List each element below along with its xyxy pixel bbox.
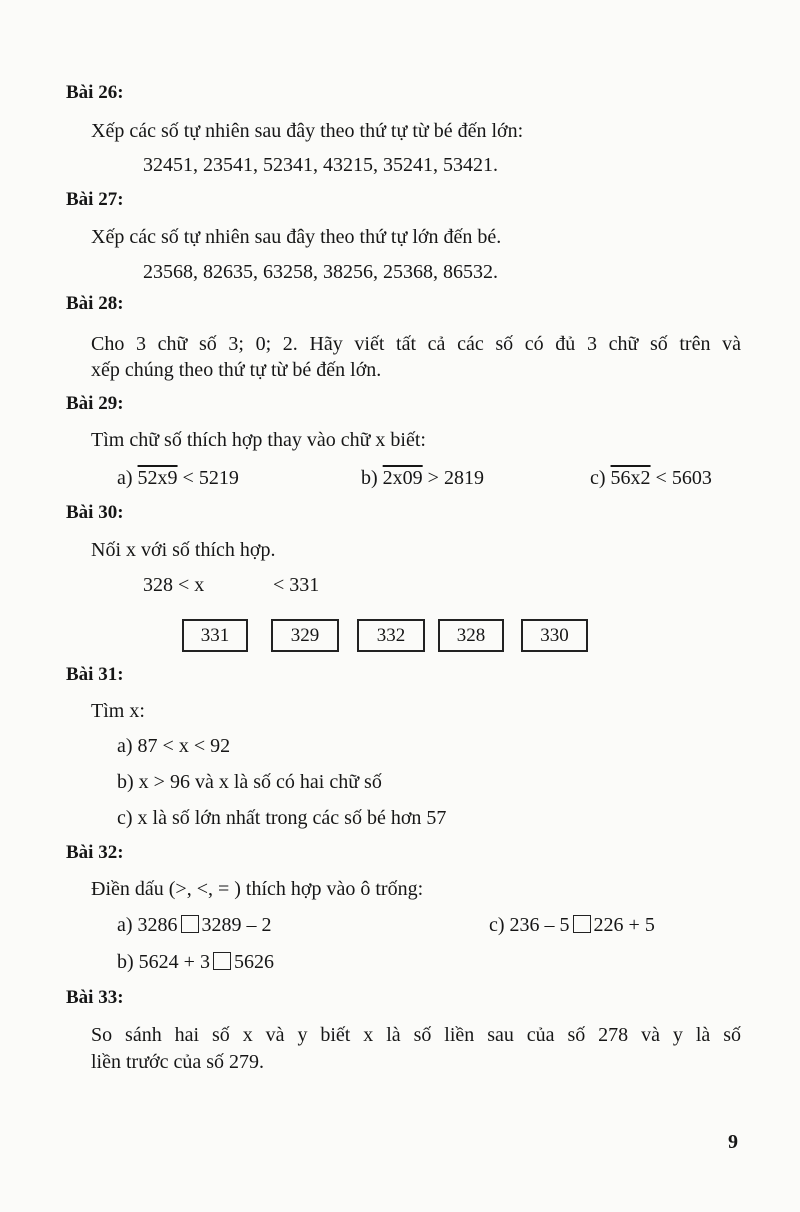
exercise-29-item-c — [590, 466, 712, 490]
exercise-28-title: Bài 28: — [66, 293, 124, 314]
expr-left: c) 236 – 5 — [489, 914, 570, 936]
exercise-30-title: Bài 30: — [66, 502, 124, 523]
exercise-31-item-b: b) x > 96 và x là số có hai chữ số — [117, 771, 382, 793]
answer-box[interactable] — [573, 915, 591, 933]
exercise-29-text: Tìm chữ số thích hợp thay vào chữ x biết: — [91, 429, 426, 451]
exercise-32-item-a — [117, 913, 272, 937]
exercise-29-item-b — [361, 466, 484, 490]
exercise-31-title: Bài 31: — [66, 664, 124, 685]
exercise-26-title: Bài 26: — [66, 82, 124, 103]
exercise-33-title: Bài 33: — [66, 987, 124, 1008]
answer-box[interactable] — [181, 915, 199, 933]
exercise-32-item-c — [489, 913, 655, 937]
exercise-27-title: Bài 27: — [66, 189, 124, 210]
item-rest: > 2819 — [427, 467, 484, 489]
exercise-26-text: Xếp các số tự nhiên sau đây theo thứ tự từ bé đến lớn: — [91, 120, 524, 142]
item-label: b) — [361, 467, 378, 489]
expr-right: 5626 — [233, 951, 274, 973]
exercise-29-item-a — [117, 466, 239, 490]
exercise-26-numbers: 32451, 23541, 52341, 43215, 35241, 53421. — [143, 154, 498, 176]
exercise-31-item-a: a) 87 < x < 92 — [117, 735, 231, 757]
item-rest: < 5603 — [655, 467, 712, 489]
overlined-number: 2x09 — [382, 467, 423, 489]
item-rest: < 5219 — [182, 467, 239, 489]
expr-left: b) 5624 + 3 — [117, 951, 210, 973]
exercise-28-line1: Cho 3 chữ số 3; 0; 2. Hãy viết tất cả các số có đủ 3 chữ số trên và — [91, 333, 741, 355]
number-box: 331 — [182, 619, 248, 652]
overlined-number: 52x9 — [137, 467, 178, 489]
page-number: 9 — [728, 1131, 738, 1153]
exercise-27-text: Xếp các số tự nhiên sau đây theo thứ tự lớn đến bé. — [91, 226, 502, 248]
exercise-30-left: 328 < x — [143, 574, 205, 596]
expr-left: a) 3286 — [117, 914, 178, 936]
exercise-30-text: Nối x với số thích hợp. — [91, 539, 276, 561]
number-box: 330 — [521, 619, 588, 652]
exercise-33-line2: liền trước của số 279. — [91, 1051, 265, 1073]
exercise-32-item-b — [117, 950, 274, 974]
exercise-28-line2: xếp chúng theo thứ tự từ bé đến lớn. — [91, 359, 382, 381]
answer-box[interactable] — [213, 952, 231, 970]
number-box: 328 — [438, 619, 504, 652]
exercise-31-text: Tìm x: — [91, 700, 145, 722]
exercise-33-line1: So sánh hai số x và y biết x là số liền sau của số 278 và y là số — [91, 1024, 741, 1046]
exercise-32-text: Điền dấu (>, <, = ) thích hợp vào ô trống: — [91, 878, 424, 900]
expr-right: 226 + 5 — [593, 914, 655, 936]
item-label: c) — [590, 467, 606, 489]
exercise-27-numbers: 23568, 82635, 63258, 38256, 25368, 86532. — [143, 261, 498, 283]
exercise-31-item-c: c) x là số lớn nhất trong các số bé hơn 57 — [117, 807, 447, 829]
item-label: a) — [117, 467, 133, 489]
number-box: 329 — [271, 619, 339, 652]
overlined-number: 56x2 — [610, 467, 651, 489]
number-box: 332 — [357, 619, 425, 652]
exercise-30-right: < 331 — [273, 574, 320, 596]
expr-right: 3289 – 2 — [201, 914, 272, 936]
exercise-29-title: Bài 29: — [66, 393, 124, 414]
exercise-32-title: Bài 32: — [66, 842, 124, 863]
